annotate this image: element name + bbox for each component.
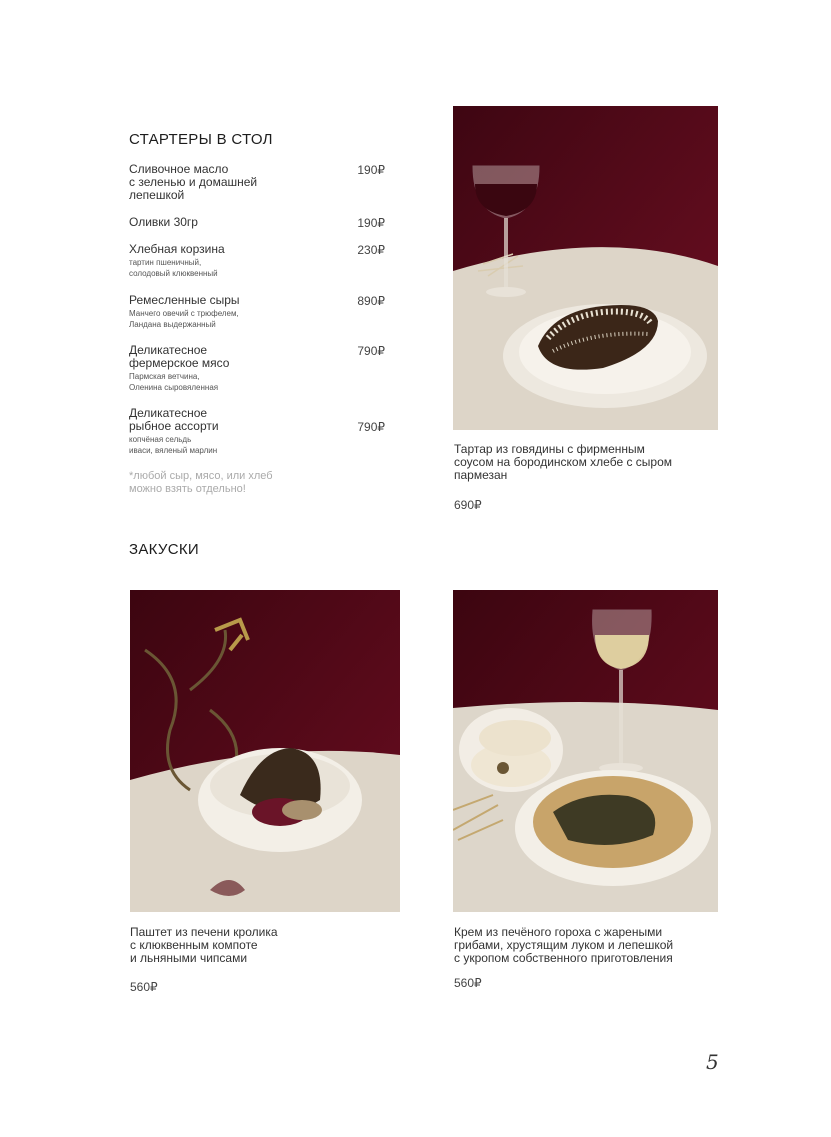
pea-cream-photo (453, 590, 718, 912)
item-price: 230₽ (357, 243, 385, 257)
tartare-photo (453, 106, 718, 430)
item-price: 790₽ (357, 344, 385, 358)
page-number: 5 (706, 1050, 719, 1074)
item-price: 190₽ (357, 163, 385, 177)
item-price: 790₽ (357, 420, 385, 434)
menu-item (129, 294, 385, 330)
pate-price: 560₽ (130, 980, 158, 994)
item-description: тартин пшеничный, солодовый клюквенный (129, 258, 218, 278)
item-name: Сливочное масло с зеленью и домашней лепешкой (129, 162, 258, 202)
tartare-caption: Тартар из говядины с фирменным соусом на бородинском хлебе с сыром пармезан (454, 442, 673, 482)
menu-item (129, 407, 385, 456)
tartare-price: 690₽ (454, 498, 482, 512)
item-description: Манчего овечий с трюфелем, Ландана выдержанный (129, 309, 239, 329)
pate-photo (130, 590, 400, 912)
menu-item (129, 216, 385, 229)
starters-note: *любой сыр, мясо, или хлеб можно взять отдельно! (129, 470, 273, 495)
pea-cream-caption: Крем из печёного гороха с жареными грибами, хрустящим луком и лепешкой с укропом собственного приготовления (454, 925, 674, 965)
snacks-heading: ЗАКУСКИ (129, 541, 199, 558)
item-name: Хлебная корзина (129, 242, 225, 256)
item-name: Оливки 30гр (129, 215, 198, 229)
starters-heading: СТАРТЕРЫ В СТОЛ (129, 131, 273, 148)
menu-item (129, 163, 385, 202)
item-name: Ремесленные сыры (129, 293, 240, 307)
pate-caption: Паштет из печени кролика с клюквенным компоте и льняными чипсами (130, 925, 278, 965)
item-price: 890₽ (357, 294, 385, 308)
item-description: копчёная сельдь иваси, вяленый марлин (129, 435, 218, 455)
menu-item (129, 344, 385, 393)
menu-item (129, 243, 385, 279)
item-name: Деликатесное рыбное ассорти (129, 406, 219, 433)
pea-cream-price: 560₽ (454, 976, 482, 990)
item-price: 190₽ (357, 216, 385, 230)
item-name: Деликатесное фермерское мясо (129, 343, 230, 370)
item-description: Пармская ветчина, Оленина сыровяленная (129, 372, 219, 392)
